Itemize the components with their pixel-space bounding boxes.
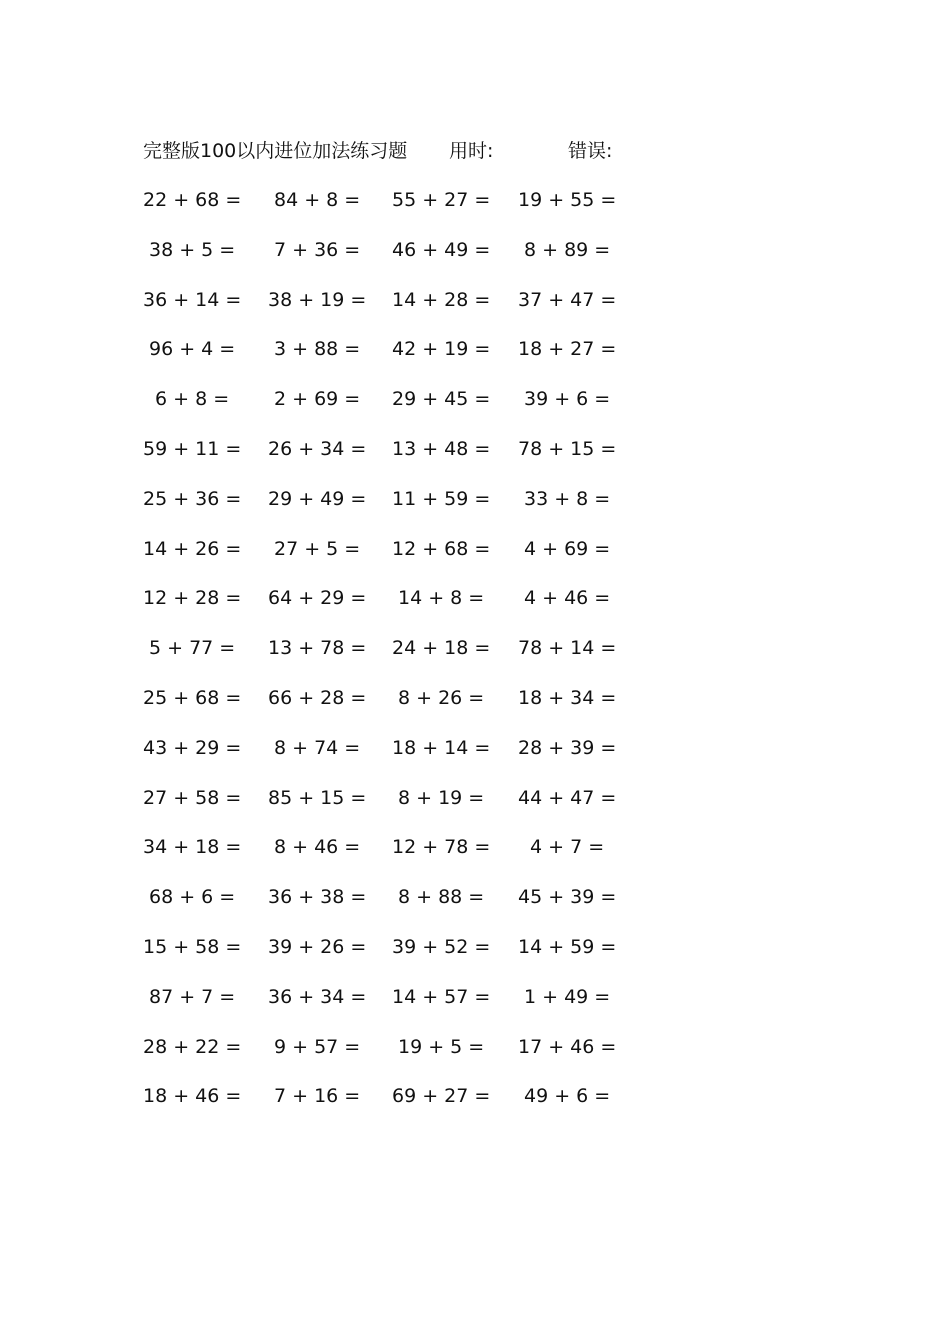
problem-row — [0, 584, 950, 634]
problem-cell: 37 + 47 = — [518, 288, 617, 311]
problem-cell: 8 + 88 = — [398, 886, 485, 909]
problem-row — [0, 983, 950, 1033]
problem-cell: 13 + 48 = — [392, 437, 491, 460]
problem-cell: 49 + 6 = — [524, 1085, 611, 1108]
problem-cell: 39 + 26 = — [268, 935, 367, 958]
problem-cell: 8 + 89 = — [524, 238, 611, 261]
problem-cell: 36 + 38 = — [268, 886, 367, 909]
problem-cell: 3 + 88 = — [274, 338, 361, 361]
problem-cell: 96 + 4 = — [149, 338, 236, 361]
problem-cell: 4 + 46 = — [524, 587, 611, 610]
problem-cell: 18 + 46 = — [143, 1085, 242, 1108]
problem-cell: 42 + 19 = — [392, 338, 491, 361]
problem-cell: 44 + 47 = — [518, 786, 617, 809]
problem-row — [0, 784, 950, 834]
problem-row — [0, 385, 950, 435]
problem-cell: 18 + 14 = — [392, 736, 491, 759]
problem-row — [0, 236, 950, 286]
problem-cell: 27 + 5 = — [274, 537, 361, 560]
problem-cell: 19 + 5 = — [398, 1035, 485, 1058]
problem-cell: 5 + 77 = — [149, 637, 236, 660]
problem-cell: 33 + 8 = — [524, 487, 611, 510]
problem-cell: 6 + 8 = — [155, 388, 230, 411]
problem-cell: 14 + 8 = — [398, 587, 485, 610]
worksheet-header — [143, 137, 663, 165]
problem-row — [0, 485, 950, 535]
problem-cell: 34 + 18 = — [143, 836, 242, 859]
problem-cell: 12 + 28 = — [143, 587, 242, 610]
problem-cell: 8 + 19 = — [398, 786, 485, 809]
problem-cell: 14 + 26 = — [143, 537, 242, 560]
errors-label: 错误: — [568, 140, 613, 162]
problem-cell: 45 + 39 = — [518, 886, 617, 909]
problem-cell: 4 + 7 = — [530, 836, 605, 859]
problem-row — [0, 883, 950, 933]
problem-cell: 28 + 22 = — [143, 1035, 242, 1058]
problem-cell: 87 + 7 = — [149, 985, 236, 1008]
problem-cell: 13 + 78 = — [268, 637, 367, 660]
problem-cell: 7 + 16 = — [274, 1085, 361, 1108]
problem-cell: 36 + 34 = — [268, 985, 367, 1008]
problem-cell: 24 + 18 = — [392, 637, 491, 660]
problem-cell: 19 + 55 = — [518, 189, 617, 211]
problem-cell: 69 + 27 = — [392, 1085, 491, 1108]
problem-cell: 18 + 27 = — [518, 338, 617, 361]
problem-row — [0, 335, 950, 385]
problem-cell: 11 + 59 = — [392, 487, 491, 510]
problem-grid — [0, 186, 950, 1132]
problem-cell: 27 + 58 = — [143, 786, 242, 809]
problem-cell: 4 + 69 = — [524, 537, 611, 560]
problem-cell: 39 + 6 = — [524, 388, 611, 411]
problem-row — [0, 933, 950, 983]
problem-cell: 1 + 49 = — [524, 985, 611, 1008]
problem-cell: 17 + 46 = — [518, 1035, 617, 1058]
problem-cell: 78 + 14 = — [518, 637, 617, 660]
problem-row — [0, 286, 950, 336]
problem-cell: 84 + 8 = — [274, 189, 361, 211]
problem-cell: 39 + 52 = — [392, 935, 491, 958]
problem-cell: 2 + 69 = — [274, 388, 361, 411]
problem-cell: 25 + 36 = — [143, 487, 242, 510]
problem-cell: 12 + 68 = — [392, 537, 491, 560]
problem-cell: 46 + 49 = — [392, 238, 491, 261]
problem-cell: 26 + 34 = — [268, 437, 367, 460]
problem-cell: 38 + 19 = — [268, 288, 367, 311]
problem-row — [0, 435, 950, 485]
problem-row — [0, 1082, 950, 1132]
problem-row — [0, 833, 950, 883]
problem-cell: 8 + 74 = — [274, 736, 361, 759]
problem-row — [0, 634, 950, 684]
problem-cell: 28 + 39 = — [518, 736, 617, 759]
problem-cell: 85 + 15 = — [268, 786, 367, 809]
problem-row — [0, 1033, 950, 1083]
problem-cell: 7 + 36 = — [274, 238, 361, 261]
problem-cell: 55 + 27 = — [392, 189, 491, 211]
problem-cell: 9 + 57 = — [274, 1035, 361, 1058]
problem-cell: 38 + 5 = — [149, 238, 236, 261]
problem-cell: 78 + 15 = — [518, 437, 617, 460]
problem-cell: 64 + 29 = — [268, 587, 367, 610]
problem-cell: 8 + 46 = — [274, 836, 361, 859]
time-used-label: 用时: — [449, 140, 494, 162]
problem-cell: 15 + 58 = — [143, 935, 242, 958]
problem-cell: 14 + 57 = — [392, 985, 491, 1008]
problem-row — [0, 684, 950, 734]
problem-cell: 36 + 14 = — [143, 288, 242, 311]
problem-cell: 66 + 28 = — [268, 686, 367, 709]
problem-cell: 43 + 29 = — [143, 736, 242, 759]
problem-cell: 12 + 78 = — [392, 836, 491, 859]
problem-row — [0, 186, 950, 236]
problem-cell: 59 + 11 = — [143, 437, 242, 460]
problem-cell: 29 + 49 = — [268, 487, 367, 510]
problem-row — [0, 535, 950, 585]
problem-cell: 29 + 45 = — [392, 388, 491, 411]
problem-cell: 14 + 59 = — [518, 935, 617, 958]
problem-cell: 18 + 34 = — [518, 686, 617, 709]
problem-cell: 22 + 68 = — [143, 189, 242, 211]
problem-cell: 14 + 28 = — [392, 288, 491, 311]
problem-cell: 8 + 26 = — [398, 686, 485, 709]
problem-row — [0, 734, 950, 784]
problem-cell: 68 + 6 = — [149, 886, 236, 909]
problem-cell: 25 + 68 = — [143, 686, 242, 709]
worksheet-title: 完整版100以内进位加法练习题 — [143, 140, 408, 162]
